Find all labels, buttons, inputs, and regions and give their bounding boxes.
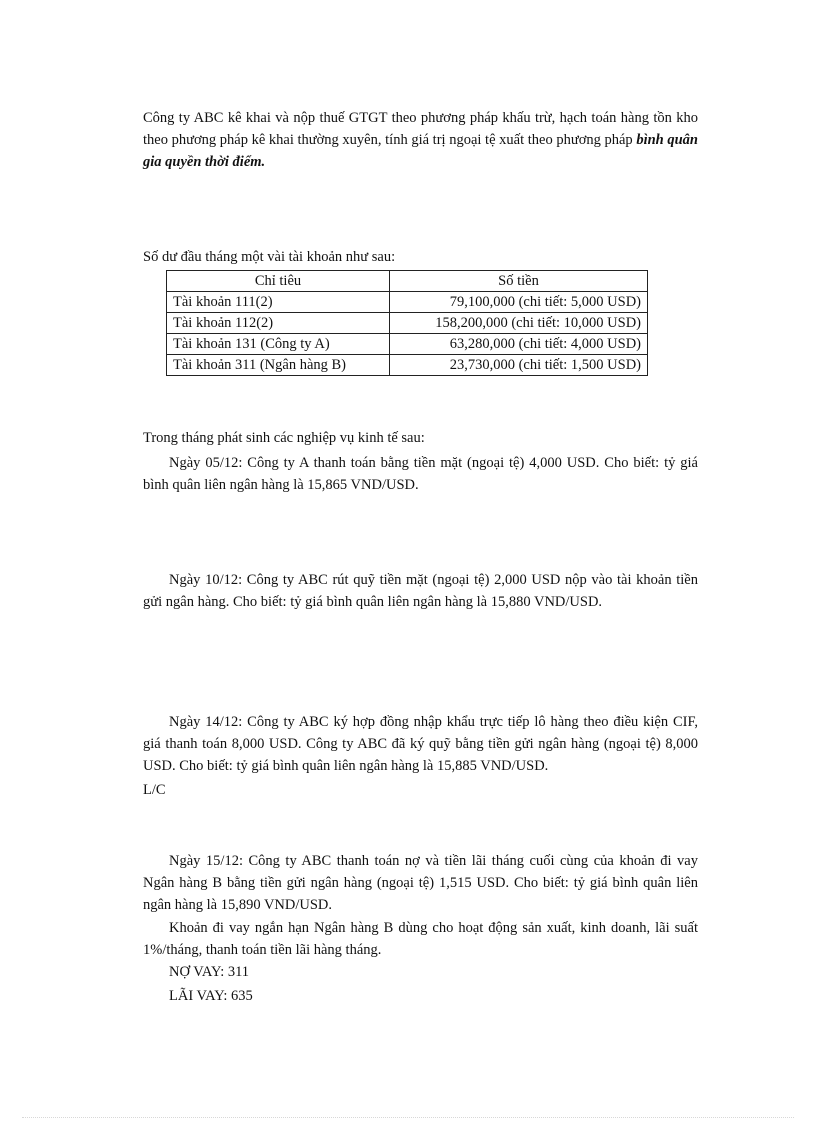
table-row <box>167 313 648 334</box>
amount-cell: 79,100,000 (chi tiết: 5,000 USD) <box>390 292 648 313</box>
transaction-paragraph: Ngày 14/12: Công ty ABC ký hợp đồng nhập khẩu trực tiếp lô hàng theo điều kiện CIF, giá thanh toán 8,000 USD. Công ty ABC đã ký quỹ bằng tiền gửi ngân hàng (ngoại tệ) 8,000 USD. Cho biết: tỷ giá bình quân liên ngân hàng là 15,885 VND/USD. <box>143 714 698 774</box>
table-row <box>167 334 648 355</box>
opening-balance-heading: Số dư đầu tháng một vài tài khoản như sau: <box>143 249 396 265</box>
account-cell: Tài khoản 131 (Công ty A) <box>167 334 390 355</box>
intro-text: Công ty ABC kê khai và nộp thuế GTGT theo phương pháp khấu trừ, hạch toán hàng tồn kho theo phương pháp kê khai thường xuyên, tính giá trị ngoại tệ xuất theo phương pháp <box>143 110 698 148</box>
transaction-paragraph: Ngày 05/12: Công ty A thanh toán bằng tiền mặt (ngoại tệ) 4,000 USD. Cho biết: tỷ giá bình quân liên ngân hàng là 15,865 VND/USD. <box>143 455 698 493</box>
account-cell: Tài khoản 311 (Ngân hàng B) <box>167 355 390 376</box>
column-header-amount: Số tiền <box>390 271 648 292</box>
loan-note: Khoản đi vay ngắn hạn Ngân hàng B dùng cho hoạt động sản xuất, kinh doanh, lãi suất 1%/tháng, thanh toán tiền lãi hàng tháng. <box>143 920 698 958</box>
lc-label: L/C <box>143 782 166 798</box>
table-row <box>167 292 648 313</box>
transactions-heading: Trong tháng phát sinh các nghiệp vụ kinh tế sau: <box>143 430 425 446</box>
account-cell: Tài khoản 111(2) <box>167 292 390 313</box>
intro-method: bình quân gia quyền thời điểm. <box>143 132 698 170</box>
loan-debt-account: NỢ VAY: 311 <box>169 964 250 980</box>
table-header-row <box>167 271 648 292</box>
column-header-item: Chỉ tiêu <box>167 271 390 292</box>
table-row <box>167 355 648 376</box>
amount-cell: 158,200,000 (chi tiết: 10,000 USD) <box>390 313 648 334</box>
transaction-paragraph: Ngày 15/12: Công ty ABC thanh toán nợ và tiền lãi tháng cuối cùng của khoản đi vay Ngân hàng B bằng tiền gửi ngân hàng (ngoại tệ) 1,515 USD. Cho biết: tỷ giá bình quân liên ngân hàng là 15,890 VND/USD. <box>143 853 698 913</box>
page-bottom-divider <box>22 1117 794 1118</box>
amount-cell: 23,730,000 (chi tiết: 1,500 USD) <box>390 355 648 376</box>
loan-interest-account: LÃI VAY: 635 <box>169 988 253 1004</box>
intro-paragraph <box>143 107 698 173</box>
amount-cell: 63,280,000 (chi tiết: 4,000 USD) <box>390 334 648 355</box>
account-cell: Tài khoản 112(2) <box>167 313 390 334</box>
opening-balance-table <box>166 270 648 376</box>
transaction-paragraph: Ngày 10/12: Công ty ABC rút quỹ tiền mặt (ngoại tệ) 2,000 USD nộp vào tài khoản tiền gửi ngân hàng. Cho biết: tỷ giá bình quân liên ngân hàng là 15,880 VND/USD. <box>143 572 698 610</box>
